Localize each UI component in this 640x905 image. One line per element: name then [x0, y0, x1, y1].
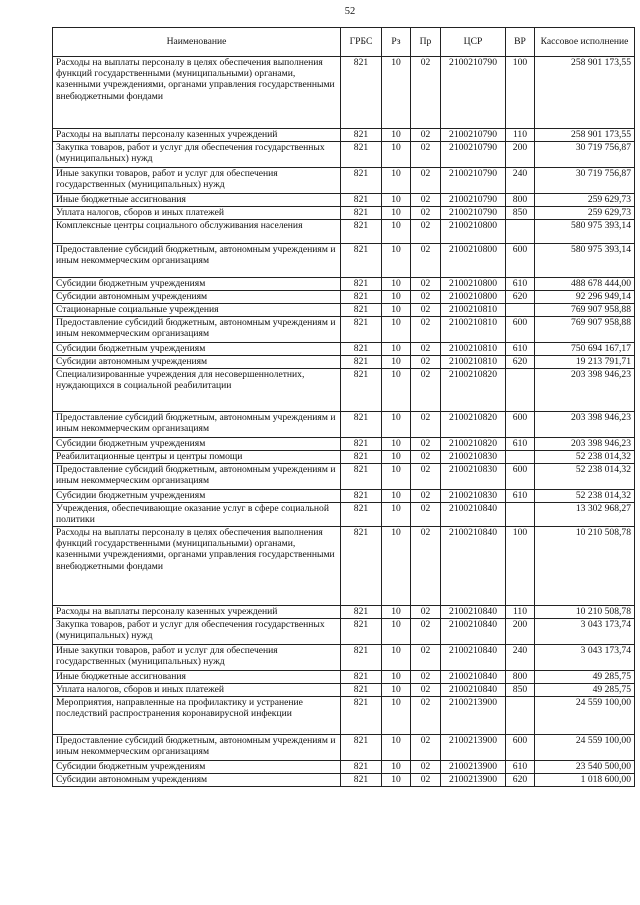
row-rz: 10 — [382, 168, 411, 194]
row-csr: 2100210810 — [441, 356, 506, 369]
table-row — [53, 369, 635, 412]
row-grbs: 821 — [341, 220, 382, 244]
row-grbs: 821 — [341, 451, 382, 464]
row-amount: 92 296 949,14 — [535, 291, 635, 304]
row-vr: 600 — [506, 317, 535, 343]
row-vr: 610 — [506, 278, 535, 291]
row-amount: 259 629,73 — [535, 207, 635, 220]
table-row — [53, 503, 635, 527]
row-name: Иные закупки товаров, работ и услуг для обеспечения государственных (муниципальных) нужд — [53, 645, 341, 671]
row-rz: 10 — [382, 527, 411, 606]
row-csr: 2100210820 — [441, 412, 506, 438]
row-grbs: 821 — [341, 369, 382, 412]
row-rz: 10 — [382, 606, 411, 619]
table-row — [53, 697, 635, 735]
row-rz: 10 — [382, 291, 411, 304]
table-row — [53, 684, 635, 697]
row-amount: 769 907 958,88 — [535, 304, 635, 317]
row-name: Стационарные социальные учреждения — [53, 304, 341, 317]
table-row — [53, 244, 635, 278]
row-pr: 02 — [411, 735, 441, 761]
row-pr: 02 — [411, 220, 441, 244]
row-csr: 2100213900 — [441, 774, 506, 787]
row-grbs: 821 — [341, 503, 382, 527]
row-csr: 2100210830 — [441, 451, 506, 464]
row-name: Расходы на выплаты персоналу казенных учреждений — [53, 129, 341, 142]
row-amount: 580 975 393,14 — [535, 244, 635, 278]
row-vr: 200 — [506, 619, 535, 645]
row-grbs: 821 — [341, 697, 382, 735]
row-csr: 2100210800 — [441, 220, 506, 244]
row-grbs: 821 — [341, 194, 382, 207]
row-rz: 10 — [382, 619, 411, 645]
row-amount: 52 238 014,32 — [535, 451, 635, 464]
row-grbs: 821 — [341, 278, 382, 291]
table-row — [53, 129, 635, 142]
row-rz: 10 — [382, 317, 411, 343]
row-csr: 2100210790 — [441, 168, 506, 194]
row-grbs: 821 — [341, 735, 382, 761]
row-grbs: 821 — [341, 684, 382, 697]
page-number: 52 — [344, 6, 356, 17]
row-amount: 23 540 500,00 — [535, 761, 635, 774]
table-row — [53, 168, 635, 194]
row-pr: 02 — [411, 761, 441, 774]
row-csr: 2100210840 — [441, 645, 506, 671]
row-grbs: 821 — [341, 317, 382, 343]
table-row — [53, 57, 635, 129]
table-row — [53, 761, 635, 774]
row-pr: 02 — [411, 369, 441, 412]
table-row — [53, 451, 635, 464]
row-amount: 258 901 173,55 — [535, 129, 635, 142]
row-amount: 258 901 173,55 — [535, 57, 635, 129]
row-amount: 10 210 508,78 — [535, 606, 635, 619]
row-grbs: 821 — [341, 490, 382, 503]
row-vr — [506, 503, 535, 527]
row-vr: 610 — [506, 438, 535, 451]
row-amount: 52 238 014,32 — [535, 464, 635, 490]
row-pr: 02 — [411, 244, 441, 278]
row-grbs: 821 — [341, 606, 382, 619]
row-rz: 10 — [382, 356, 411, 369]
row-rz: 10 — [382, 194, 411, 207]
row-pr: 02 — [411, 606, 441, 619]
row-csr: 2100210790 — [441, 194, 506, 207]
row-csr: 2100210820 — [441, 369, 506, 412]
table-row — [53, 317, 635, 343]
row-amount: 488 678 444,00 — [535, 278, 635, 291]
row-pr: 02 — [411, 697, 441, 735]
row-rz: 10 — [382, 761, 411, 774]
row-amount: 10 210 508,78 — [535, 527, 635, 606]
row-vr: 200 — [506, 142, 535, 168]
row-vr: 240 — [506, 645, 535, 671]
row-vr — [506, 220, 535, 244]
table-row — [53, 606, 635, 619]
row-rz: 10 — [382, 129, 411, 142]
row-rz: 10 — [382, 645, 411, 671]
row-amount: 580 975 393,14 — [535, 220, 635, 244]
table-row — [53, 438, 635, 451]
row-rz: 10 — [382, 207, 411, 220]
row-grbs: 821 — [341, 356, 382, 369]
row-vr — [506, 451, 535, 464]
row-name: Предоставление субсидий бюджетным, автономным учреждениям и иным некоммерческим организациям — [53, 244, 341, 278]
row-name: Специализированные учреждения для несовершеннолетних, нуждающихся в социальной реабилитации — [53, 369, 341, 412]
row-grbs: 821 — [341, 412, 382, 438]
row-grbs: 821 — [341, 129, 382, 142]
row-rz: 10 — [382, 304, 411, 317]
row-amount: 52 238 014,32 — [535, 490, 635, 503]
row-amount: 769 907 958,88 — [535, 317, 635, 343]
row-grbs: 821 — [341, 142, 382, 168]
row-amount: 24 559 100,00 — [535, 735, 635, 761]
row-grbs: 821 — [341, 671, 382, 684]
row-rz: 10 — [382, 697, 411, 735]
row-pr: 02 — [411, 142, 441, 168]
row-name: Закупка товаров, работ и услуг для обеспечения государственных (муниципальных) нужд — [53, 142, 341, 168]
row-grbs: 821 — [341, 438, 382, 451]
row-amount: 203 398 946,23 — [535, 369, 635, 412]
row-rz: 10 — [382, 57, 411, 129]
row-amount: 259 629,73 — [535, 194, 635, 207]
row-name: Субсидии автономным учреждениям — [53, 291, 341, 304]
row-vr — [506, 369, 535, 412]
row-vr: 600 — [506, 412, 535, 438]
row-grbs: 821 — [341, 343, 382, 356]
row-csr: 2100210810 — [441, 304, 506, 317]
row-pr: 02 — [411, 317, 441, 343]
row-grbs: 821 — [341, 761, 382, 774]
row-grbs: 821 — [341, 291, 382, 304]
row-rz: 10 — [382, 220, 411, 244]
header-pr: Пр — [411, 28, 441, 57]
header-vr: ВР — [506, 28, 535, 57]
row-name: Расходы на выплаты персоналу в целях обеспечения выполнения функций государственными (муниципальными) органами, казенными учреждениями, органами управления государственными внебюджетными фондами — [53, 57, 341, 129]
table-row — [53, 645, 635, 671]
row-vr: 610 — [506, 490, 535, 503]
row-name: Уплата налогов, сборов и иных платежей — [53, 684, 341, 697]
row-pr: 02 — [411, 684, 441, 697]
row-vr — [506, 697, 535, 735]
row-vr: 110 — [506, 129, 535, 142]
row-csr: 2100210840 — [441, 671, 506, 684]
row-csr: 2100210790 — [441, 142, 506, 168]
row-pr: 02 — [411, 464, 441, 490]
row-rz: 10 — [382, 684, 411, 697]
row-name: Субсидии бюджетным учреждениям — [53, 490, 341, 503]
row-grbs: 821 — [341, 304, 382, 317]
table-row — [53, 343, 635, 356]
row-pr: 02 — [411, 304, 441, 317]
row-csr: 2100210800 — [441, 278, 506, 291]
header-amount: Кассовое исполнение — [535, 28, 635, 57]
row-name: Предоставление субсидий бюджетным, автономным учреждениям и иным некоммерческим организациям — [53, 735, 341, 761]
row-csr: 2100210790 — [441, 207, 506, 220]
table-row — [53, 142, 635, 168]
row-pr: 02 — [411, 194, 441, 207]
row-vr: 600 — [506, 735, 535, 761]
row-csr: 2100213900 — [441, 735, 506, 761]
row-name: Субсидии автономным учреждениям — [53, 356, 341, 369]
row-name: Учреждения, обеспечивающие оказание услуг в сфере социальной политики — [53, 503, 341, 527]
row-csr: 2100210810 — [441, 343, 506, 356]
row-name: Субсидии бюджетным учреждениям — [53, 438, 341, 451]
row-grbs: 821 — [341, 619, 382, 645]
row-name: Комплексные центры социального обслуживания населения — [53, 220, 341, 244]
row-vr: 620 — [506, 291, 535, 304]
row-grbs: 821 — [341, 774, 382, 787]
row-name: Предоставление субсидий бюджетным, автономным учреждениям и иным некоммерческим организациям — [53, 317, 341, 343]
row-rz: 10 — [382, 464, 411, 490]
row-amount: 13 302 968,27 — [535, 503, 635, 527]
row-amount: 30 719 756,87 — [535, 142, 635, 168]
table-row — [53, 774, 635, 787]
row-csr: 2100210840 — [441, 619, 506, 645]
row-name: Субсидии бюджетным учреждениям — [53, 761, 341, 774]
row-csr: 2100210840 — [441, 527, 506, 606]
row-vr: 610 — [506, 343, 535, 356]
row-amount: 19 213 791,71 — [535, 356, 635, 369]
row-pr: 02 — [411, 129, 441, 142]
row-name: Иные бюджетные ассигнования — [53, 671, 341, 684]
row-amount: 1 018 600,00 — [535, 774, 635, 787]
row-name: Предоставление субсидий бюджетным, автономным учреждениям и иным некоммерческим организациям — [53, 464, 341, 490]
header-csr: ЦСР — [441, 28, 506, 57]
row-name: Предоставление субсидий бюджетным, автономным учреждениям и иным некоммерческим организациям — [53, 412, 341, 438]
row-vr: 620 — [506, 356, 535, 369]
row-amount: 3 043 173,74 — [535, 645, 635, 671]
row-name: Расходы на выплаты персоналу в целях обеспечения выполнения функций государственными (муниципальными) органами, казенными учреждениями, органами управления государственными внебюджетными фондами — [53, 527, 341, 606]
row-amount: 49 285,75 — [535, 684, 635, 697]
row-rz: 10 — [382, 278, 411, 291]
row-grbs: 821 — [341, 464, 382, 490]
row-rz: 10 — [382, 244, 411, 278]
table-row — [53, 220, 635, 244]
row-rz: 10 — [382, 438, 411, 451]
table-header-row — [53, 28, 635, 57]
row-name: Субсидии бюджетным учреждениям — [53, 343, 341, 356]
row-csr: 2100210790 — [441, 57, 506, 129]
row-grbs: 821 — [341, 244, 382, 278]
row-amount: 203 398 946,23 — [535, 412, 635, 438]
row-rz: 10 — [382, 343, 411, 356]
row-csr: 2100210840 — [441, 684, 506, 697]
row-pr: 02 — [411, 278, 441, 291]
row-vr: 620 — [506, 774, 535, 787]
row-csr: 2100210800 — [441, 244, 506, 278]
table-row — [53, 412, 635, 438]
row-rz: 10 — [382, 671, 411, 684]
row-vr: 100 — [506, 57, 535, 129]
row-name: Мероприятия, направленные на профилактику и устранение последствий распространения коронавирусной инфекции — [53, 697, 341, 735]
row-rz: 10 — [382, 774, 411, 787]
row-rz: 10 — [382, 369, 411, 412]
table-row — [53, 207, 635, 220]
row-vr: 600 — [506, 244, 535, 278]
table-row — [53, 304, 635, 317]
row-pr: 02 — [411, 168, 441, 194]
row-pr: 02 — [411, 451, 441, 464]
row-name: Закупка товаров, работ и услуг для обеспечения государственных (муниципальных) нужд — [53, 619, 341, 645]
row-csr: 2100210840 — [441, 606, 506, 619]
row-name: Субсидии бюджетным учреждениям — [53, 278, 341, 291]
row-pr: 02 — [411, 527, 441, 606]
row-name: Иные закупки товаров, работ и услуг для обеспечения государственных (муниципальных) нужд — [53, 168, 341, 194]
row-csr: 2100210790 — [441, 129, 506, 142]
table-row — [53, 278, 635, 291]
table-row — [53, 735, 635, 761]
row-vr: 850 — [506, 207, 535, 220]
table-row — [53, 490, 635, 503]
row-vr: 240 — [506, 168, 535, 194]
row-pr: 02 — [411, 207, 441, 220]
header-name: Наименование — [53, 28, 341, 57]
row-pr: 02 — [411, 645, 441, 671]
row-name: Реабилитационные центры и центры помощи — [53, 451, 341, 464]
budget-execution-table — [52, 27, 635, 787]
row-csr: 2100210820 — [441, 438, 506, 451]
row-rz: 10 — [382, 451, 411, 464]
row-csr: 2100213900 — [441, 761, 506, 774]
row-pr: 02 — [411, 412, 441, 438]
row-vr: 800 — [506, 671, 535, 684]
row-vr: 610 — [506, 761, 535, 774]
row-grbs: 821 — [341, 645, 382, 671]
row-pr: 02 — [411, 490, 441, 503]
row-pr: 02 — [411, 503, 441, 527]
row-pr: 02 — [411, 356, 441, 369]
row-amount: 24 559 100,00 — [535, 697, 635, 735]
row-grbs: 821 — [341, 207, 382, 220]
row-csr: 2100210840 — [441, 503, 506, 527]
table-row — [53, 356, 635, 369]
row-grbs: 821 — [341, 57, 382, 129]
row-rz: 10 — [382, 142, 411, 168]
row-vr: 850 — [506, 684, 535, 697]
table-row — [53, 619, 635, 645]
row-csr: 2100210830 — [441, 490, 506, 503]
row-vr: 800 — [506, 194, 535, 207]
row-name: Иные бюджетные ассигнования — [53, 194, 341, 207]
table-row — [53, 464, 635, 490]
row-csr: 2100213900 — [441, 697, 506, 735]
row-pr: 02 — [411, 438, 441, 451]
row-grbs: 821 — [341, 527, 382, 606]
row-amount: 203 398 946,23 — [535, 438, 635, 451]
row-rz: 10 — [382, 412, 411, 438]
table-row — [53, 671, 635, 684]
row-csr: 2100210830 — [441, 464, 506, 490]
row-amount: 3 043 173,74 — [535, 619, 635, 645]
row-vr: 600 — [506, 464, 535, 490]
row-pr: 02 — [411, 291, 441, 304]
row-csr: 2100210800 — [441, 291, 506, 304]
row-csr: 2100210810 — [441, 317, 506, 343]
row-amount: 30 719 756,87 — [535, 168, 635, 194]
row-pr: 02 — [411, 619, 441, 645]
row-vr: 110 — [506, 606, 535, 619]
table-row — [53, 527, 635, 606]
row-amount: 49 285,75 — [535, 671, 635, 684]
header-grbs: ГРБС — [341, 28, 382, 57]
row-rz: 10 — [382, 503, 411, 527]
row-pr: 02 — [411, 671, 441, 684]
row-amount: 750 694 167,17 — [535, 343, 635, 356]
header-rz: Рз — [382, 28, 411, 57]
table-row — [53, 194, 635, 207]
row-name: Субсидии автономным учреждениям — [53, 774, 341, 787]
row-vr: 100 — [506, 527, 535, 606]
row-pr: 02 — [411, 57, 441, 129]
row-rz: 10 — [382, 735, 411, 761]
row-vr — [506, 304, 535, 317]
row-pr: 02 — [411, 774, 441, 787]
row-grbs: 821 — [341, 168, 382, 194]
row-pr: 02 — [411, 343, 441, 356]
row-rz: 10 — [382, 490, 411, 503]
row-name: Уплата налогов, сборов и иных платежей — [53, 207, 341, 220]
table-row — [53, 291, 635, 304]
row-name: Расходы на выплаты персоналу казенных учреждений — [53, 606, 341, 619]
